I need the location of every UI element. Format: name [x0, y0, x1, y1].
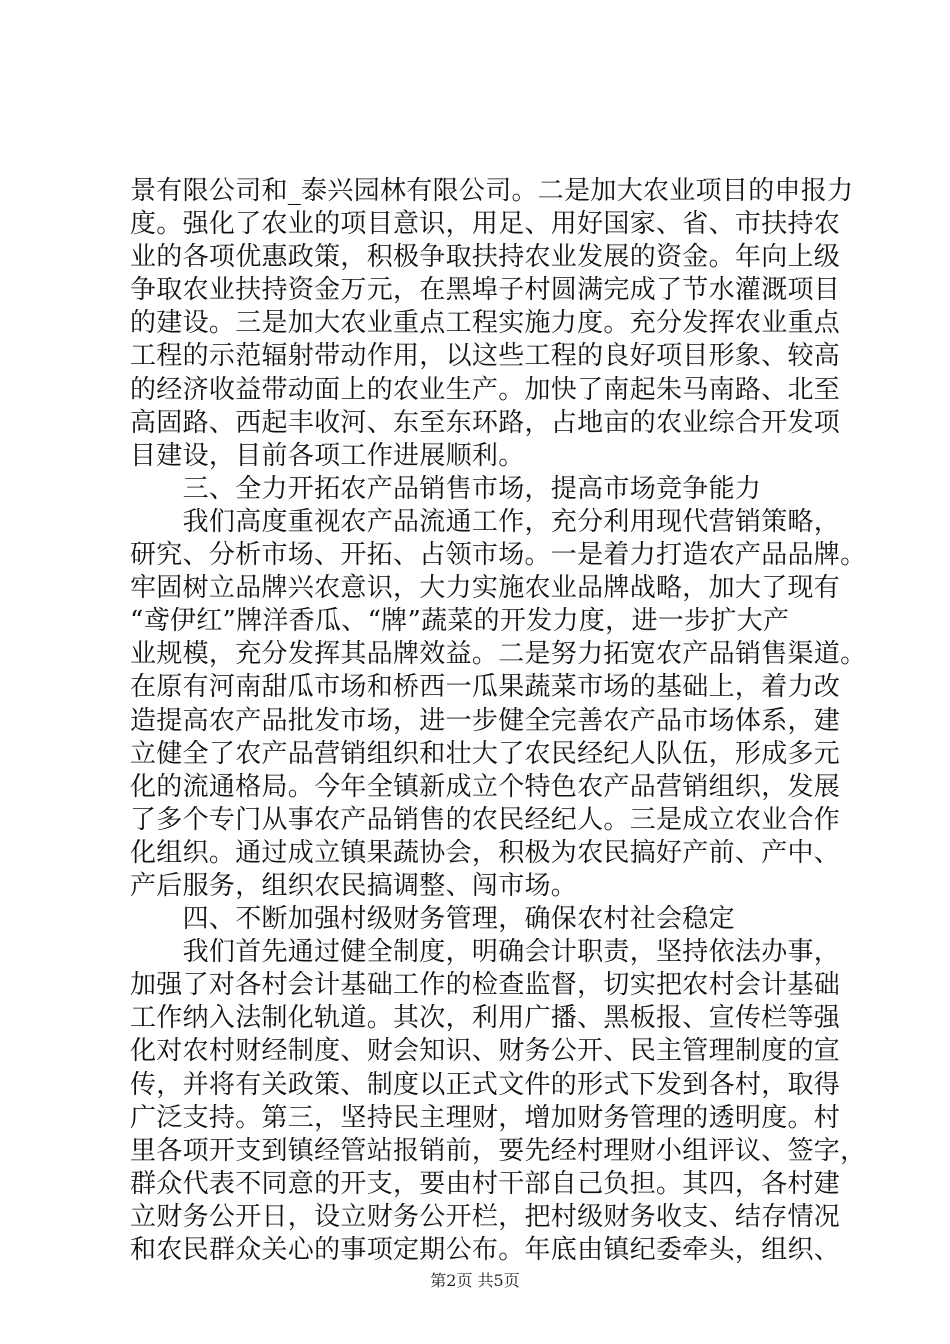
text-line: 景有限公司和_泰兴园林有限公司。二是加大农业项目的申报力 — [130, 176, 854, 206]
text-line: 造提高农产品批发市场，进一步健全完善农产品市场体系，建 — [130, 705, 841, 736]
text-line: 我们首先通过健全制度，明确会计职责，坚持依法办事， — [130, 937, 841, 968]
text-line: 传，并将有关政策、制度以正式文件的形式下发到各村，取得 — [130, 1069, 841, 1100]
text-line: 了多个专门从事农产品销售的农民经纪人。三是成立农业合作 — [130, 804, 841, 835]
text-line: 里各项开支到镇经管站报销前，要先经村理财小组评议、签字， — [130, 1135, 867, 1166]
text-line: 的建设。三是加大农业重点工程实施力度。充分发挥农业重点 — [130, 308, 841, 339]
text-line: 工作纳入法制化轨道。其次，利用广播、黑板报、宣传栏等强 — [130, 1003, 841, 1034]
text-line: 群众代表不同意的开支，要由村干部自己负担。其四，各村建 — [130, 1168, 841, 1199]
text-line: 产后服务，组织农民搞调整、闯市场。 — [130, 870, 578, 901]
document-body — [130, 175, 867, 1267]
text-line: 业规模，充分发挥其品牌效益。二是努力拓宽农产品销售渠道。 — [130, 639, 867, 670]
text-line: 和农民群众关心的事项定期公布。年底由镇纪委牵头，组织、 — [130, 1235, 841, 1265]
text-line: 目建设，目前各项工作进展顺利。 — [130, 440, 525, 471]
text-line: 化对农村财经制度、财会知识、财务公开、民主管理制度的宣 — [130, 1036, 841, 1067]
text-line: 牢固树立品牌兴农意识，大力实施农业品牌战略，加大了现有 — [130, 573, 841, 604]
text-line: 加强了对各村会计基础工作的检查监督，切实把农村会计基础 — [130, 970, 841, 1001]
text-line: 的经济收益带动面上的农业生产。加快了南起朱马南路、北至 — [130, 374, 841, 405]
page-footer: 第2页 共5页 — [430, 1271, 520, 1290]
text-line: 广泛支持。第三，坚持民主理财，增加财务管理的透明度。村 — [130, 1102, 841, 1133]
text-line: 立财务公开日，设立财务公开栏，把村级财务收支、结存情况 — [130, 1201, 841, 1232]
text-line: 度。强化了农业的项目意识，用足、用好国家、省、市扶持农 — [130, 209, 841, 240]
text-line: 化的流通格局。今年全镇新成立个特色农产品营销组织，发展 — [130, 771, 841, 802]
text-line: 我们高度重视农产品流通工作，充分利用现代营销策略， — [130, 506, 841, 537]
section-heading: 三、全力开拓农产品销售市场，提高市场竞争能力 — [130, 473, 762, 504]
text-line: 在原有河南甜瓜市场和桥西一瓜果蔬菜市场的基础上，着力改 — [130, 672, 841, 703]
text-line: 争取农业扶持资金万元，在黑埠子村圆满完成了节水灌溉项目 — [130, 275, 841, 306]
text-line: “鸢伊红”牌洋香瓜、“牌”蔬菜的开发力度，进一步扩大产 — [130, 606, 790, 637]
text-line: 化组织。通过成立镇果蔬协会，积极为农民搞好产前、产中、 — [130, 837, 841, 868]
section-heading: 四、不断加强村级财务管理，确保农村社会稳定 — [130, 904, 735, 935]
text-line: 业的各项优惠政策，积极争取扶持农业发展的资金。年向上级 — [130, 242, 841, 273]
text-line: 工程的示范辐射带动作用，以这些工程的良好项目形象、较高 — [130, 341, 841, 372]
text-line: 研究、分析市场、开拓、占领市场。一是着力打造农产品品牌。 — [130, 540, 867, 571]
text-line: 高固路、西起丰收河、东至东环路，占地亩的农业综合开发项 — [130, 407, 841, 438]
text-line: 立健全了农产品营销组织和壮大了农民经纪人队伍，形成多元 — [130, 738, 841, 769]
